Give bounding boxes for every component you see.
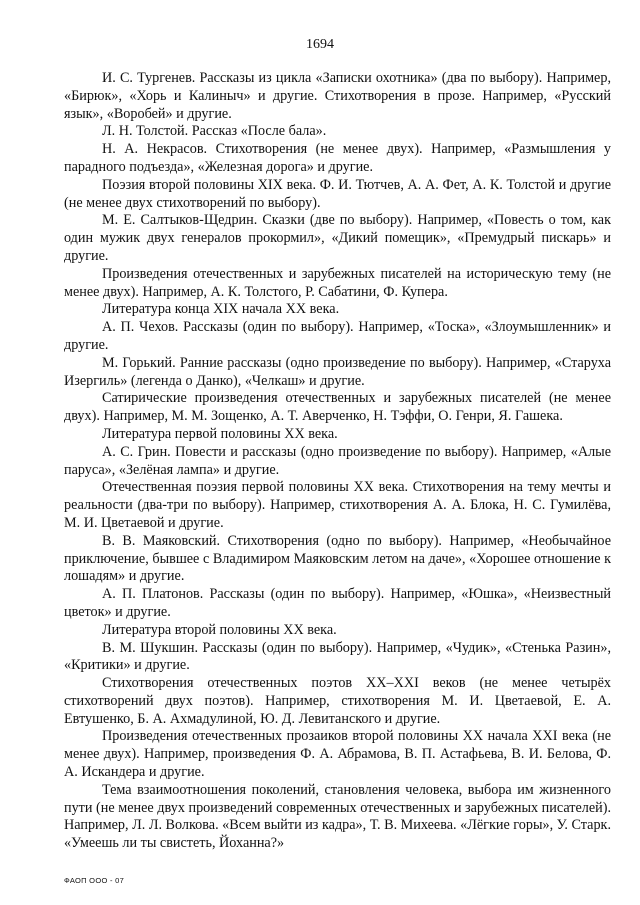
paragraph-chekhov: А. П. Чехов. Рассказы (один по выбору). Например, «Тоска», «Злоумышленник» и другие. <box>64 319 611 353</box>
document-body <box>64 70 611 853</box>
paragraph-poetry-19th-century: Поэзия второй половины XIX века. Ф. И. Тютчев, А. А. Фет, А. К. Толстой и другие (не менее двух стихотворений по выбору). <box>64 176 611 211</box>
paragraph-satire: Сатирические произведения отечественных и зарубежных писателей (не менее двух). Например, М. М. Зощенко, А. Т. Аверченко, Н. Тэффи, О. Генри, Я. Гашека. <box>64 390 611 425</box>
paragraph-prose-writers: Произведения отечественных прозаиков второй половины XX начала XXI века (не менее двух). Например, произведения Ф. А. Абрамова, В. П. Астафьева, В. И. Белова, Ф. А. Искандера и другие. <box>64 728 611 781</box>
paragraph-historical-theme: Произведения отечественных и зарубежных писателей на историческую тему (не менее двух). Например, А. К. Толстого, Р. Сабатини, Ф. Купера. <box>64 265 611 300</box>
paragraph-turgenev: И. С. Тургенев. Рассказы из цикла «Записки охотника» (два по выбору). Например, «Бирюк», «Хорь и Калиныч» и другие. Стихотворения в прозе. Например, «Русский язык», «Воробей» и другие. <box>64 70 611 122</box>
document-code-footer: ФАОП ООО - 07 <box>64 876 125 885</box>
paragraph-mayakovsky: В. В. Маяковский. Стихотворения (одно по выбору). Например, «Необычайное приключение, бывшее с Владимиром Маяковским летом на даче», «Хорошее отношение к лошадям» и другие. <box>64 532 611 585</box>
section-heading-second-half-20th: Литература второй половины XX века. <box>102 621 337 638</box>
paragraph-saltykov-shchedrin: М. Е. Салтыков-Щедрин. Сказки (две по выбору). Например, «Повесть о том, как один мужик двух генералов прокормил», «Дикий помещик», «Премудрый пискарь» и другие. <box>64 212 611 264</box>
paragraph-poets-20-21: Стихотворения отечественных поэтов XX–XXI веков (не менее четырёх стихотворений двух поэтов). Например, стихотворения М. И. Цветаевой, Е. А. Евтушенко, Б. А. Ахмадулиной, Ю. Д. Левитанского и другие. <box>64 675 611 727</box>
section-heading-first-half-20th: Литература первой половины XX века. <box>102 425 338 442</box>
paragraph-nekrasov: Н. А. Некрасов. Стихотворения (не менее двух). Например, «Размышления у парадного подъезда», «Железная дорога» и другие. <box>64 141 611 175</box>
section-heading-late-19th: Литература конца XIX начала XX века. <box>102 301 340 318</box>
paragraph-shukshin: В. М. Шукшин. Рассказы (один по выбору). Например, «Чудик», «Стенька Разин», «Критики» и другие. <box>64 639 611 674</box>
page-number: 1694 <box>306 37 334 52</box>
paragraph-platonov: А. П. Платонов. Рассказы (один по выбору). Например, «Юшка», «Неизвестный цветок» и другие. <box>64 586 611 620</box>
paragraph-grin: А. С. Грин. Повести и рассказы (одно произведение по выбору). Например, «Алые паруса», «Зелёная лампа» и другие. <box>64 443 611 478</box>
paragraph-tolstoy: Л. Н. Толстой. Рассказ «После бала». <box>102 123 327 140</box>
paragraph-generations-theme: Тема взаимоотношения поколений, становления человека, выбора им жизненного пути (не менее двух произведений современных отечественных и зарубежных писателей). Например, Л. Л. Волкова. «Всем выйти из кадра», Т. В. Михеева. «Лёгкие горы», У. Старк. «Умеешь ли ты свистеть, Йоханна?» <box>64 781 611 852</box>
paragraph-gorky: М. Горький. Ранние рассказы (одно произведение по выбору). Например, «Старуха Изергиль» (легенда о Данко), «Челкаш» и другие. <box>64 354 611 389</box>
paragraph-poetry-20th-century: Отечественная поэзия первой половины XX века. Стихотворения на тему мечты и реальности (два-три по выбору). Например, стихотворения А. А. Блока, Н. С. Гумилёва, М. И. Цветаевой и другие. <box>64 479 611 531</box>
